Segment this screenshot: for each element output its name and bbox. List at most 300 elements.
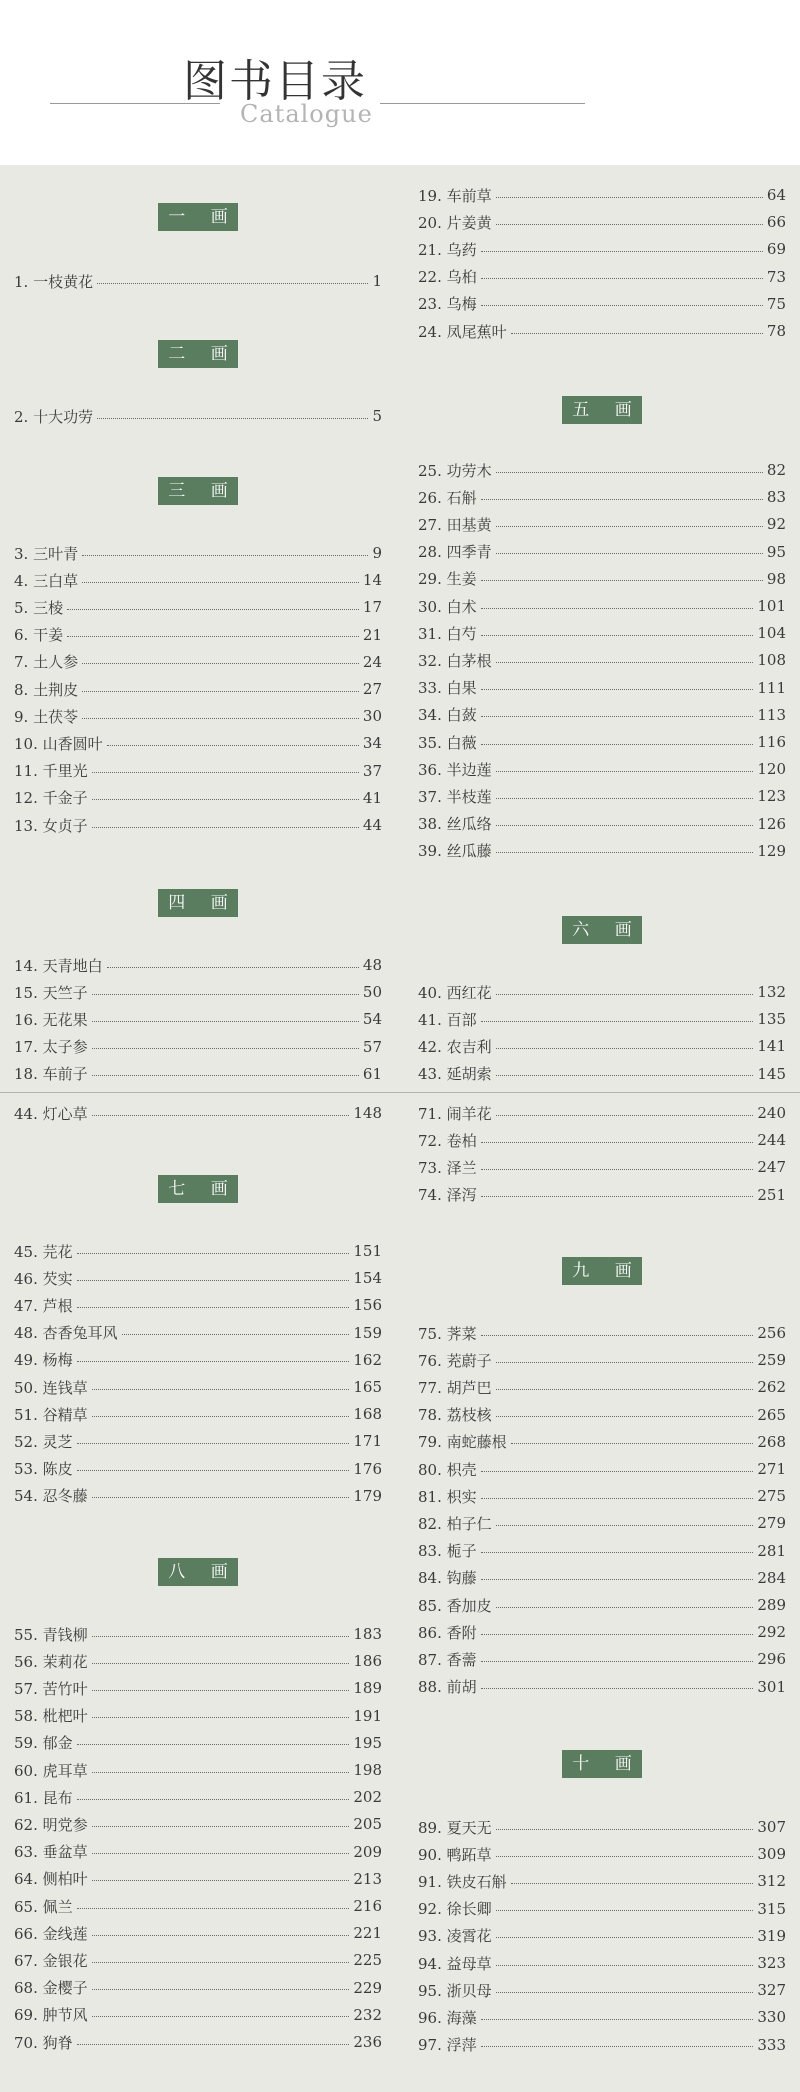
dot-leader xyxy=(496,1362,754,1363)
toc-entry[interactable] xyxy=(14,1036,382,1058)
toc-entry[interactable] xyxy=(14,1403,382,1425)
entry-page-number: 271 xyxy=(757,1460,786,1478)
entry-title: 39. 丝瓜藤 xyxy=(418,842,492,861)
dot-leader xyxy=(92,1935,350,1936)
toc-entry[interactable] xyxy=(14,1650,382,1672)
toc-entry[interactable] xyxy=(418,1035,786,1057)
toc-entry[interactable] xyxy=(14,1102,382,1124)
dot-leader xyxy=(107,745,359,746)
dot-leader xyxy=(82,663,359,664)
entry-title: 17. 太子参 xyxy=(14,1038,88,1057)
entry-page-number: 333 xyxy=(757,2035,786,2054)
entry-title: 69. 肿节风 xyxy=(14,2006,88,2025)
entry-title: 53. 陈皮 xyxy=(14,1460,73,1479)
toc-entry[interactable] xyxy=(14,1759,382,1781)
dot-leader xyxy=(481,1196,754,1197)
toc-entry[interactable] xyxy=(418,238,786,260)
toc-entry[interactable] xyxy=(418,1816,786,1838)
entry-page-number: 176 xyxy=(353,1459,382,1478)
entry-page-number: 247 xyxy=(757,1158,786,1177)
entry-page-number: 145 xyxy=(757,1064,786,1083)
catalogue-header xyxy=(0,0,800,165)
dot-leader xyxy=(481,744,754,745)
entry-page-number: 186 xyxy=(353,1652,382,1671)
dot-leader xyxy=(496,526,763,527)
dot-leader xyxy=(97,418,368,419)
toc-entry[interactable] xyxy=(418,1458,786,1480)
toc-entry[interactable] xyxy=(14,1732,382,1754)
entry-page-number: 281 xyxy=(757,1541,786,1560)
entry-page-number: 205 xyxy=(353,1815,382,1834)
entry-title: 34. 白蔹 xyxy=(418,706,477,725)
dot-leader xyxy=(496,1937,754,1938)
entry-title: 87. 香薷 xyxy=(418,1650,477,1669)
toc-entry[interactable] xyxy=(418,622,786,644)
toc-entry[interactable] xyxy=(14,1294,382,1316)
entry-title: 71. 闹羊花 xyxy=(418,1104,492,1123)
dot-leader xyxy=(82,691,359,692)
toc-entry[interactable] xyxy=(14,1349,382,1371)
toc-entry[interactable] xyxy=(418,1843,786,1865)
entry-title: 48. 杏香兔耳风 xyxy=(14,1324,118,1343)
section-heading: 二 画 xyxy=(158,340,238,368)
dot-leader xyxy=(496,1075,754,1076)
entry-title: 64. 侧柏叶 xyxy=(14,1870,88,1889)
entry-page-number: 78 xyxy=(766,322,786,340)
dot-leader xyxy=(92,1989,350,1990)
toc-entry[interactable] xyxy=(14,678,382,700)
toc-entry[interactable] xyxy=(14,1485,382,1507)
toc-entry[interactable] xyxy=(418,568,786,590)
toc-entry[interactable] xyxy=(418,704,786,726)
entry-title: 70. 狗脊 xyxy=(14,2033,73,2052)
entry-title: 42. 农吉利 xyxy=(418,1037,492,1056)
entry-title: 40. 西红花 xyxy=(418,983,492,1002)
entry-page-number: 37 xyxy=(362,761,382,780)
entry-page-number: 330 xyxy=(757,2008,786,2027)
toc-entry[interactable] xyxy=(418,813,786,835)
dot-leader xyxy=(496,994,754,995)
toc-entry[interactable] xyxy=(418,541,786,563)
toc-entry[interactable] xyxy=(14,1623,382,1645)
toc-entry[interactable] xyxy=(418,2006,786,2028)
entry-title: 65. 佩兰 xyxy=(14,1897,73,1916)
dot-leader xyxy=(92,1416,350,1417)
entry-page-number: 95 xyxy=(766,542,786,561)
toc-entry[interactable] xyxy=(418,981,786,1003)
entry-title: 57. 苦竹叶 xyxy=(14,1679,88,1698)
dot-leader xyxy=(496,1525,754,1526)
toc-entry[interactable] xyxy=(418,731,786,753)
section-heading: 四 画 xyxy=(158,889,238,917)
entry-title: 96. 海藻 xyxy=(418,2008,477,2027)
entry-page-number: 202 xyxy=(353,1788,382,1807)
toc-entry[interactable] xyxy=(14,1376,382,1398)
dot-leader xyxy=(67,636,359,637)
toc-entry[interactable] xyxy=(14,1786,382,1808)
toc-entry[interactable] xyxy=(418,320,786,342)
dot-leader xyxy=(481,1688,754,1689)
dot-leader xyxy=(481,2019,754,2020)
toc-entry[interactable] xyxy=(418,677,786,699)
entry-page-number: 229 xyxy=(353,1978,382,1997)
dot-leader xyxy=(496,662,754,663)
toc-entry[interactable] xyxy=(14,1868,382,1890)
toc-entry[interactable] xyxy=(418,1898,786,1920)
entry-title: 11. 千里光 xyxy=(14,762,88,781)
toc-entry[interactable] xyxy=(14,542,382,564)
entry-page-number: 262 xyxy=(757,1378,786,1397)
toc-entry[interactable] xyxy=(418,513,786,535)
section-heading: 九 画 xyxy=(562,1257,642,1285)
toc-entry[interactable] xyxy=(418,1404,786,1426)
entry-title: 5. 三棱 xyxy=(14,598,64,617)
entry-page-number: 5 xyxy=(372,407,382,425)
dot-leader xyxy=(496,1389,754,1390)
entry-title: 52. 灵芝 xyxy=(14,1432,73,1451)
dot-leader xyxy=(92,1115,350,1116)
dot-leader xyxy=(92,1962,350,1963)
dot-leader xyxy=(92,1717,350,1718)
dot-leader xyxy=(77,1443,350,1444)
entry-title: 76. 茺蔚子 xyxy=(418,1351,492,1370)
entry-page-number: 323 xyxy=(757,1954,786,1972)
toc-entry[interactable] xyxy=(14,1977,382,1999)
entry-title: 85. 香加皮 xyxy=(418,1596,492,1615)
entry-title: 54. 忍冬藤 xyxy=(14,1487,88,1506)
entry-title: 35. 白薇 xyxy=(418,733,477,752)
entry-title: 94. 益母草 xyxy=(418,1954,492,1973)
entry-title: 26. 石斛 xyxy=(418,488,477,507)
dot-leader xyxy=(481,1471,754,1472)
entry-page-number: 309 xyxy=(757,1845,786,1864)
entry-page-number: 183 xyxy=(353,1625,382,1643)
toc-entry[interactable] xyxy=(418,486,786,508)
toc-entry[interactable] xyxy=(418,1322,786,1344)
toc-entry[interactable] xyxy=(14,814,382,836)
entry-title: 92. 徐长卿 xyxy=(418,1900,492,1919)
toc-entry[interactable] xyxy=(14,1813,382,1835)
dot-leader xyxy=(481,251,763,252)
dot-leader xyxy=(481,278,763,279)
entry-title: 31. 白芍 xyxy=(418,624,477,643)
header-rule-right xyxy=(380,103,585,104)
toc-entry[interactable] xyxy=(14,651,382,673)
entry-page-number: 216 xyxy=(353,1897,382,1915)
toc-entry[interactable] xyxy=(418,266,786,288)
dot-leader xyxy=(77,1280,350,1281)
toc-entry[interactable] xyxy=(418,1376,786,1398)
entry-title: 38. 丝瓜络 xyxy=(418,815,492,834)
entry-page-number: 198 xyxy=(353,1761,382,1779)
toc-entry[interactable] xyxy=(14,1240,382,1262)
entry-page-number: 101 xyxy=(757,597,786,615)
page-subtitle: Catalogue xyxy=(240,100,373,128)
toc-entry[interactable] xyxy=(418,1431,786,1453)
toc-entry[interactable] xyxy=(14,1841,382,1863)
entry-page-number: 48 xyxy=(362,956,382,974)
entry-page-number: 275 xyxy=(757,1487,786,1506)
entry-title: 50. 连钱草 xyxy=(14,1378,88,1397)
toc-entry[interactable] xyxy=(418,459,786,481)
entry-title: 32. 白茅根 xyxy=(418,651,492,670)
entry-page-number: 41 xyxy=(362,788,382,807)
dot-leader xyxy=(481,1021,754,1022)
entry-page-number: 66 xyxy=(766,213,786,232)
entry-page-number: 9 xyxy=(372,544,382,562)
dot-leader xyxy=(92,1880,350,1881)
dot-leader xyxy=(92,827,359,828)
toc-entry[interactable] xyxy=(14,1267,382,1289)
entry-title: 10. 山香圆叶 xyxy=(14,734,103,753)
toc-entry[interactable] xyxy=(418,1676,786,1698)
toc-entry[interactable] xyxy=(418,1979,786,2001)
dot-leader xyxy=(496,197,763,198)
entry-page-number: 116 xyxy=(757,733,786,751)
entry-title: 7. 土人参 xyxy=(14,653,79,672)
toc-entry[interactable] xyxy=(418,211,786,233)
toc-entry[interactable] xyxy=(14,624,382,646)
entry-title: 24. 凤尾蕉叶 xyxy=(418,322,507,341)
dot-leader xyxy=(496,1856,754,1857)
entry-page-number: 327 xyxy=(757,1981,786,2000)
toc-entry[interactable] xyxy=(14,2004,382,2026)
toc-entry[interactable] xyxy=(418,1925,786,1947)
entry-title: 90. 鸭跖草 xyxy=(418,1845,492,1864)
entry-title: 16. 无花果 xyxy=(14,1010,88,1029)
entry-title: 44. 灯心草 xyxy=(14,1104,88,1123)
toc-entry[interactable] xyxy=(418,1129,786,1151)
toc-entry[interactable] xyxy=(418,1540,786,1562)
entry-title: 88. 前胡 xyxy=(418,1678,477,1697)
toc-entry[interactable] xyxy=(14,1008,382,1030)
dot-leader xyxy=(496,1829,754,1830)
toc-entry[interactable] xyxy=(418,595,786,617)
dot-leader xyxy=(92,1636,350,1637)
dot-leader xyxy=(481,716,754,717)
toc-entry[interactable] xyxy=(14,954,382,976)
entry-page-number: 284 xyxy=(757,1568,786,1587)
entry-title: 2. 十大功劳 xyxy=(14,407,94,426)
entry-page-number: 179 xyxy=(353,1486,382,1505)
entry-title: 19. 车前草 xyxy=(418,186,492,205)
entry-title: 82. 柏子仁 xyxy=(418,1514,492,1533)
toc-entry[interactable] xyxy=(418,1594,786,1616)
entry-title: 51. 谷精草 xyxy=(14,1405,88,1424)
entry-title: 6. 干姜 xyxy=(14,626,64,645)
dot-leader xyxy=(496,224,763,225)
toc-entry[interactable] xyxy=(14,1922,382,1944)
entry-page-number: 171 xyxy=(353,1432,382,1451)
toc-entry[interactable] xyxy=(14,1705,382,1727)
toc-entry[interactable] xyxy=(14,270,382,292)
toc-entry[interactable] xyxy=(418,1567,786,1589)
toc-entry[interactable] xyxy=(418,1648,786,1670)
entry-page-number: 50 xyxy=(362,983,382,1002)
entry-page-number: 83 xyxy=(766,488,786,507)
toc-entry[interactable] xyxy=(418,1870,786,1892)
entry-title: 95. 浙贝母 xyxy=(418,1981,492,2000)
entry-page-number: 14 xyxy=(362,571,382,590)
entry-page-number: 195 xyxy=(353,1733,382,1752)
toc-entry[interactable] xyxy=(418,758,786,780)
dot-leader xyxy=(496,1965,754,1966)
entry-title: 21. 乌药 xyxy=(418,240,477,259)
entry-title: 43. 延胡索 xyxy=(418,1065,492,1084)
toc-entry[interactable] xyxy=(418,840,786,862)
entry-title: 30. 白术 xyxy=(418,597,477,616)
entry-title: 4. 三白草 xyxy=(14,571,79,590)
entry-page-number: 301 xyxy=(757,1677,786,1696)
section-heading: 五 画 xyxy=(562,396,642,424)
entry-title: 81. 枳实 xyxy=(418,1487,477,1506)
entry-page-number: 244 xyxy=(757,1131,786,1150)
entry-title: 46. 芡实 xyxy=(14,1269,73,1288)
dot-leader xyxy=(481,499,763,500)
toc-entry[interactable] xyxy=(14,2031,382,2053)
dot-leader xyxy=(496,1992,754,1993)
entry-title: 22. 乌桕 xyxy=(418,268,477,287)
entry-page-number: 268 xyxy=(757,1432,786,1451)
entry-title: 79. 南蛇藤根 xyxy=(418,1433,507,1452)
toc-entry[interactable] xyxy=(14,787,382,809)
toc-entry[interactable] xyxy=(14,1949,382,1971)
toc-entry[interactable] xyxy=(14,1322,382,1344)
toc-entry[interactable] xyxy=(418,785,786,807)
toc-entry[interactable] xyxy=(418,1008,786,1030)
dot-leader xyxy=(77,1744,350,1745)
toc-entry[interactable] xyxy=(14,981,382,1003)
entry-page-number: 61 xyxy=(362,1064,382,1083)
toc-entry[interactable] xyxy=(418,184,786,206)
entry-page-number: 151 xyxy=(353,1242,382,1260)
toc-entry[interactable] xyxy=(418,1485,786,1507)
entry-page-number: 289 xyxy=(757,1596,786,1614)
toc-entry[interactable] xyxy=(418,1063,786,1085)
toc-entry[interactable] xyxy=(418,2034,786,2056)
toc-entry[interactable] xyxy=(418,1102,786,1124)
entry-title: 97. 浮萍 xyxy=(418,2036,477,2055)
toc-entry[interactable] xyxy=(14,596,382,618)
section-heading: 六 画 xyxy=(562,916,642,944)
entry-page-number: 232 xyxy=(353,2005,382,2024)
dot-leader xyxy=(92,1663,350,1664)
section-heading: 七 画 xyxy=(158,1175,238,1203)
dot-leader xyxy=(481,1142,754,1143)
entry-page-number: 315 xyxy=(757,1899,786,1918)
toc-entry[interactable] xyxy=(418,649,786,671)
entry-page-number: 141 xyxy=(757,1037,786,1056)
entry-page-number: 57 xyxy=(362,1037,382,1056)
dot-leader xyxy=(92,1389,350,1390)
section-heading: 八 画 xyxy=(158,1558,238,1586)
entry-title: 60. 虎耳草 xyxy=(14,1761,88,1780)
entry-title: 74. 泽泻 xyxy=(418,1186,477,1205)
toc-entry[interactable] xyxy=(14,705,382,727)
toc-entry[interactable] xyxy=(14,1458,382,1480)
entry-page-number: 296 xyxy=(757,1650,786,1669)
entry-title: 36. 半边莲 xyxy=(418,760,492,779)
entry-page-number: 165 xyxy=(353,1378,382,1396)
entry-page-number: 104 xyxy=(757,624,786,643)
entry-page-number: 27 xyxy=(362,680,382,698)
toc-entry[interactable] xyxy=(418,293,786,315)
dot-leader xyxy=(77,1908,350,1909)
dot-leader xyxy=(481,1552,754,1553)
dot-leader xyxy=(92,994,359,995)
entry-title: 58. 枇杷叶 xyxy=(14,1707,88,1726)
entry-title: 67. 金银花 xyxy=(14,1951,88,1970)
toc-entry[interactable] xyxy=(14,1063,382,1085)
entry-title: 73. 泽兰 xyxy=(418,1158,477,1177)
entry-page-number: 30 xyxy=(362,707,382,726)
entry-page-number: 168 xyxy=(353,1405,382,1424)
entry-title: 83. 栀子 xyxy=(418,1542,477,1561)
dot-leader xyxy=(92,2016,350,2017)
toc-entry[interactable] xyxy=(14,760,382,782)
entry-title: 25. 功劳木 xyxy=(418,461,492,480)
dot-leader xyxy=(481,305,763,306)
entry-page-number: 92 xyxy=(766,515,786,534)
entry-page-number: 24 xyxy=(362,652,382,671)
toc-entry[interactable] xyxy=(418,1156,786,1178)
entry-page-number: 120 xyxy=(757,760,786,779)
dot-leader xyxy=(92,1690,350,1691)
dot-leader xyxy=(496,798,754,799)
section-heading: 十 画 xyxy=(562,1750,642,1778)
dot-leader xyxy=(511,1883,754,1884)
entry-page-number: 132 xyxy=(757,983,786,1001)
dot-leader xyxy=(77,1470,350,1471)
entry-title: 45. 芫花 xyxy=(14,1242,73,1261)
entry-page-number: 240 xyxy=(757,1104,786,1122)
entry-title: 20. 片姜黄 xyxy=(418,213,492,232)
entry-title: 37. 半枝莲 xyxy=(418,787,492,806)
toc-entry[interactable] xyxy=(418,1621,786,1643)
entry-page-number: 319 xyxy=(757,1926,786,1945)
entry-page-number: 225 xyxy=(353,1951,382,1970)
entry-page-number: 75 xyxy=(766,294,786,313)
entry-page-number: 265 xyxy=(757,1405,786,1424)
toc-entry[interactable] xyxy=(418,1952,786,1974)
dot-leader xyxy=(92,1853,350,1854)
toc-entry[interactable] xyxy=(418,1349,786,1371)
entry-title: 55. 青钱柳 xyxy=(14,1625,88,1644)
toc-entry[interactable] xyxy=(14,405,382,427)
toc-entry[interactable] xyxy=(14,1677,382,1699)
entry-title: 23. 乌梅 xyxy=(418,295,477,314)
section-heading: 三 画 xyxy=(158,477,238,505)
page-title: 图书目录 xyxy=(183,56,367,107)
dot-leader xyxy=(481,2046,754,2047)
toc-entry[interactable] xyxy=(418,1184,786,1206)
entry-page-number: 54 xyxy=(362,1010,382,1029)
toc-entry[interactable] xyxy=(418,1512,786,1534)
entry-title: 41. 百部 xyxy=(418,1010,477,1029)
toc-entry[interactable] xyxy=(14,569,382,591)
entry-title: 72. 卷柏 xyxy=(418,1131,477,1150)
toc-entry[interactable] xyxy=(14,1430,382,1452)
toc-entry[interactable] xyxy=(14,1895,382,1917)
entry-page-number: 82 xyxy=(766,461,786,479)
entry-page-number: 162 xyxy=(353,1350,382,1369)
dot-leader xyxy=(92,1075,359,1076)
entry-page-number: 236 xyxy=(353,2033,382,2051)
dot-leader xyxy=(107,967,359,968)
dot-leader xyxy=(77,1361,350,1362)
dot-leader xyxy=(481,635,754,636)
toc-entry[interactable] xyxy=(14,732,382,754)
